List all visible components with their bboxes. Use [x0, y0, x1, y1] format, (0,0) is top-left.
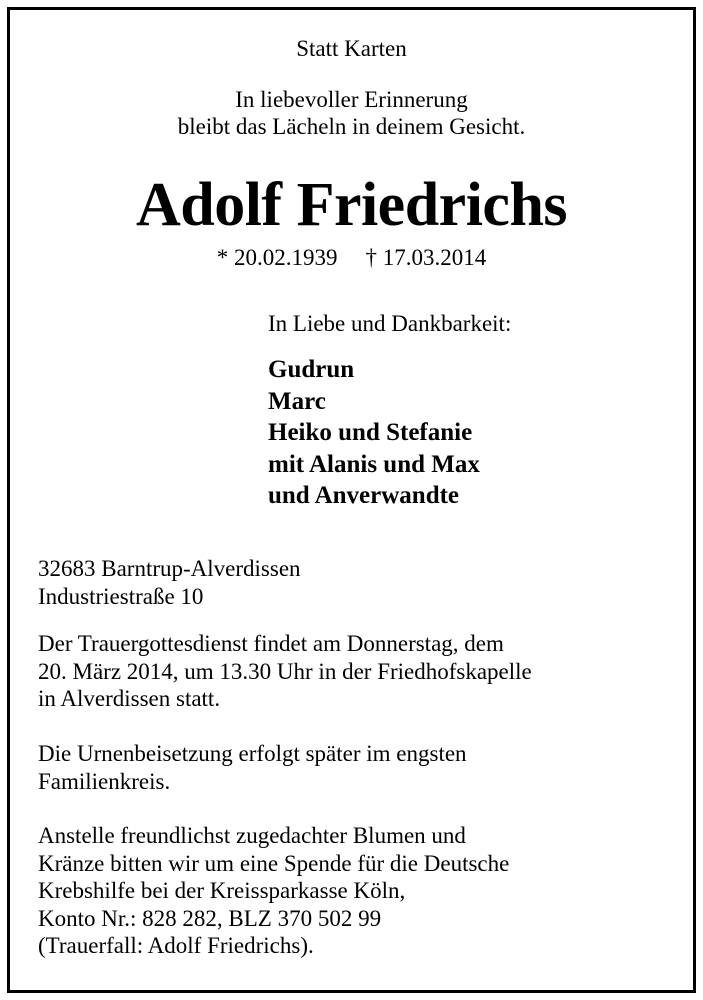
- donation-paragraph: [38, 822, 678, 960]
- family-list: [268, 354, 480, 512]
- service-line: Der Trauergottesdienst findet am Donnerstag, dem: [38, 631, 504, 656]
- motto: [0, 86, 703, 140]
- life-dates: [0, 244, 703, 272]
- donation-line: Kränze bitten wir um eine Spende für die Deutsche: [38, 850, 510, 876]
- family-member: Heiko und Stefanie: [268, 419, 473, 446]
- deceased-name: Adolf Friedrichs: [135, 171, 568, 239]
- family-member: mit Alanis und Max: [268, 450, 480, 478]
- family-member: Gudrun: [268, 356, 355, 383]
- birth-date: * 20.02.1939: [216, 245, 338, 270]
- family-member: Marc: [268, 387, 326, 415]
- thanks-line: In Liebe und Dankbarkeit:: [268, 311, 512, 336]
- urn-line: Familienkreis.: [38, 768, 171, 794]
- service-line: 20. März 2014, um 13.30 Uhr in der Friedhofskapelle: [38, 658, 532, 684]
- address-line: 32683 Barntrup-Alverdissen: [38, 556, 301, 581]
- motto-line: In liebevoller Erinnerung: [235, 87, 468, 112]
- header-statt-karten: Statt Karten: [296, 36, 407, 61]
- urn-line: Die Urnenbeisetzung erfolgt später im engsten: [38, 741, 467, 766]
- urn-paragraph: [38, 740, 678, 795]
- donation-line: (Trauerfall: Adolf Friedrichs).: [38, 933, 314, 958]
- death-date: † 17.03.2014: [365, 245, 487, 270]
- donation-line: Krebshilfe bei der Kreissparkasse Köln,: [38, 878, 406, 903]
- donation-line: Anstelle freundlichst zugedachter Blumen und: [38, 823, 466, 848]
- family-member: und Anverwandte: [268, 482, 460, 509]
- address-block: [38, 555, 678, 610]
- motto-line: bleibt das Lächeln in deinem Gesicht.: [177, 114, 526, 139]
- service-line: in Alverdissen statt.: [38, 686, 221, 711]
- address-line: Industriestraße 10: [38, 583, 204, 609]
- donation-line: Konto Nr.: 828 282, BLZ 370 502 99: [38, 905, 382, 931]
- service-paragraph: [38, 630, 678, 713]
